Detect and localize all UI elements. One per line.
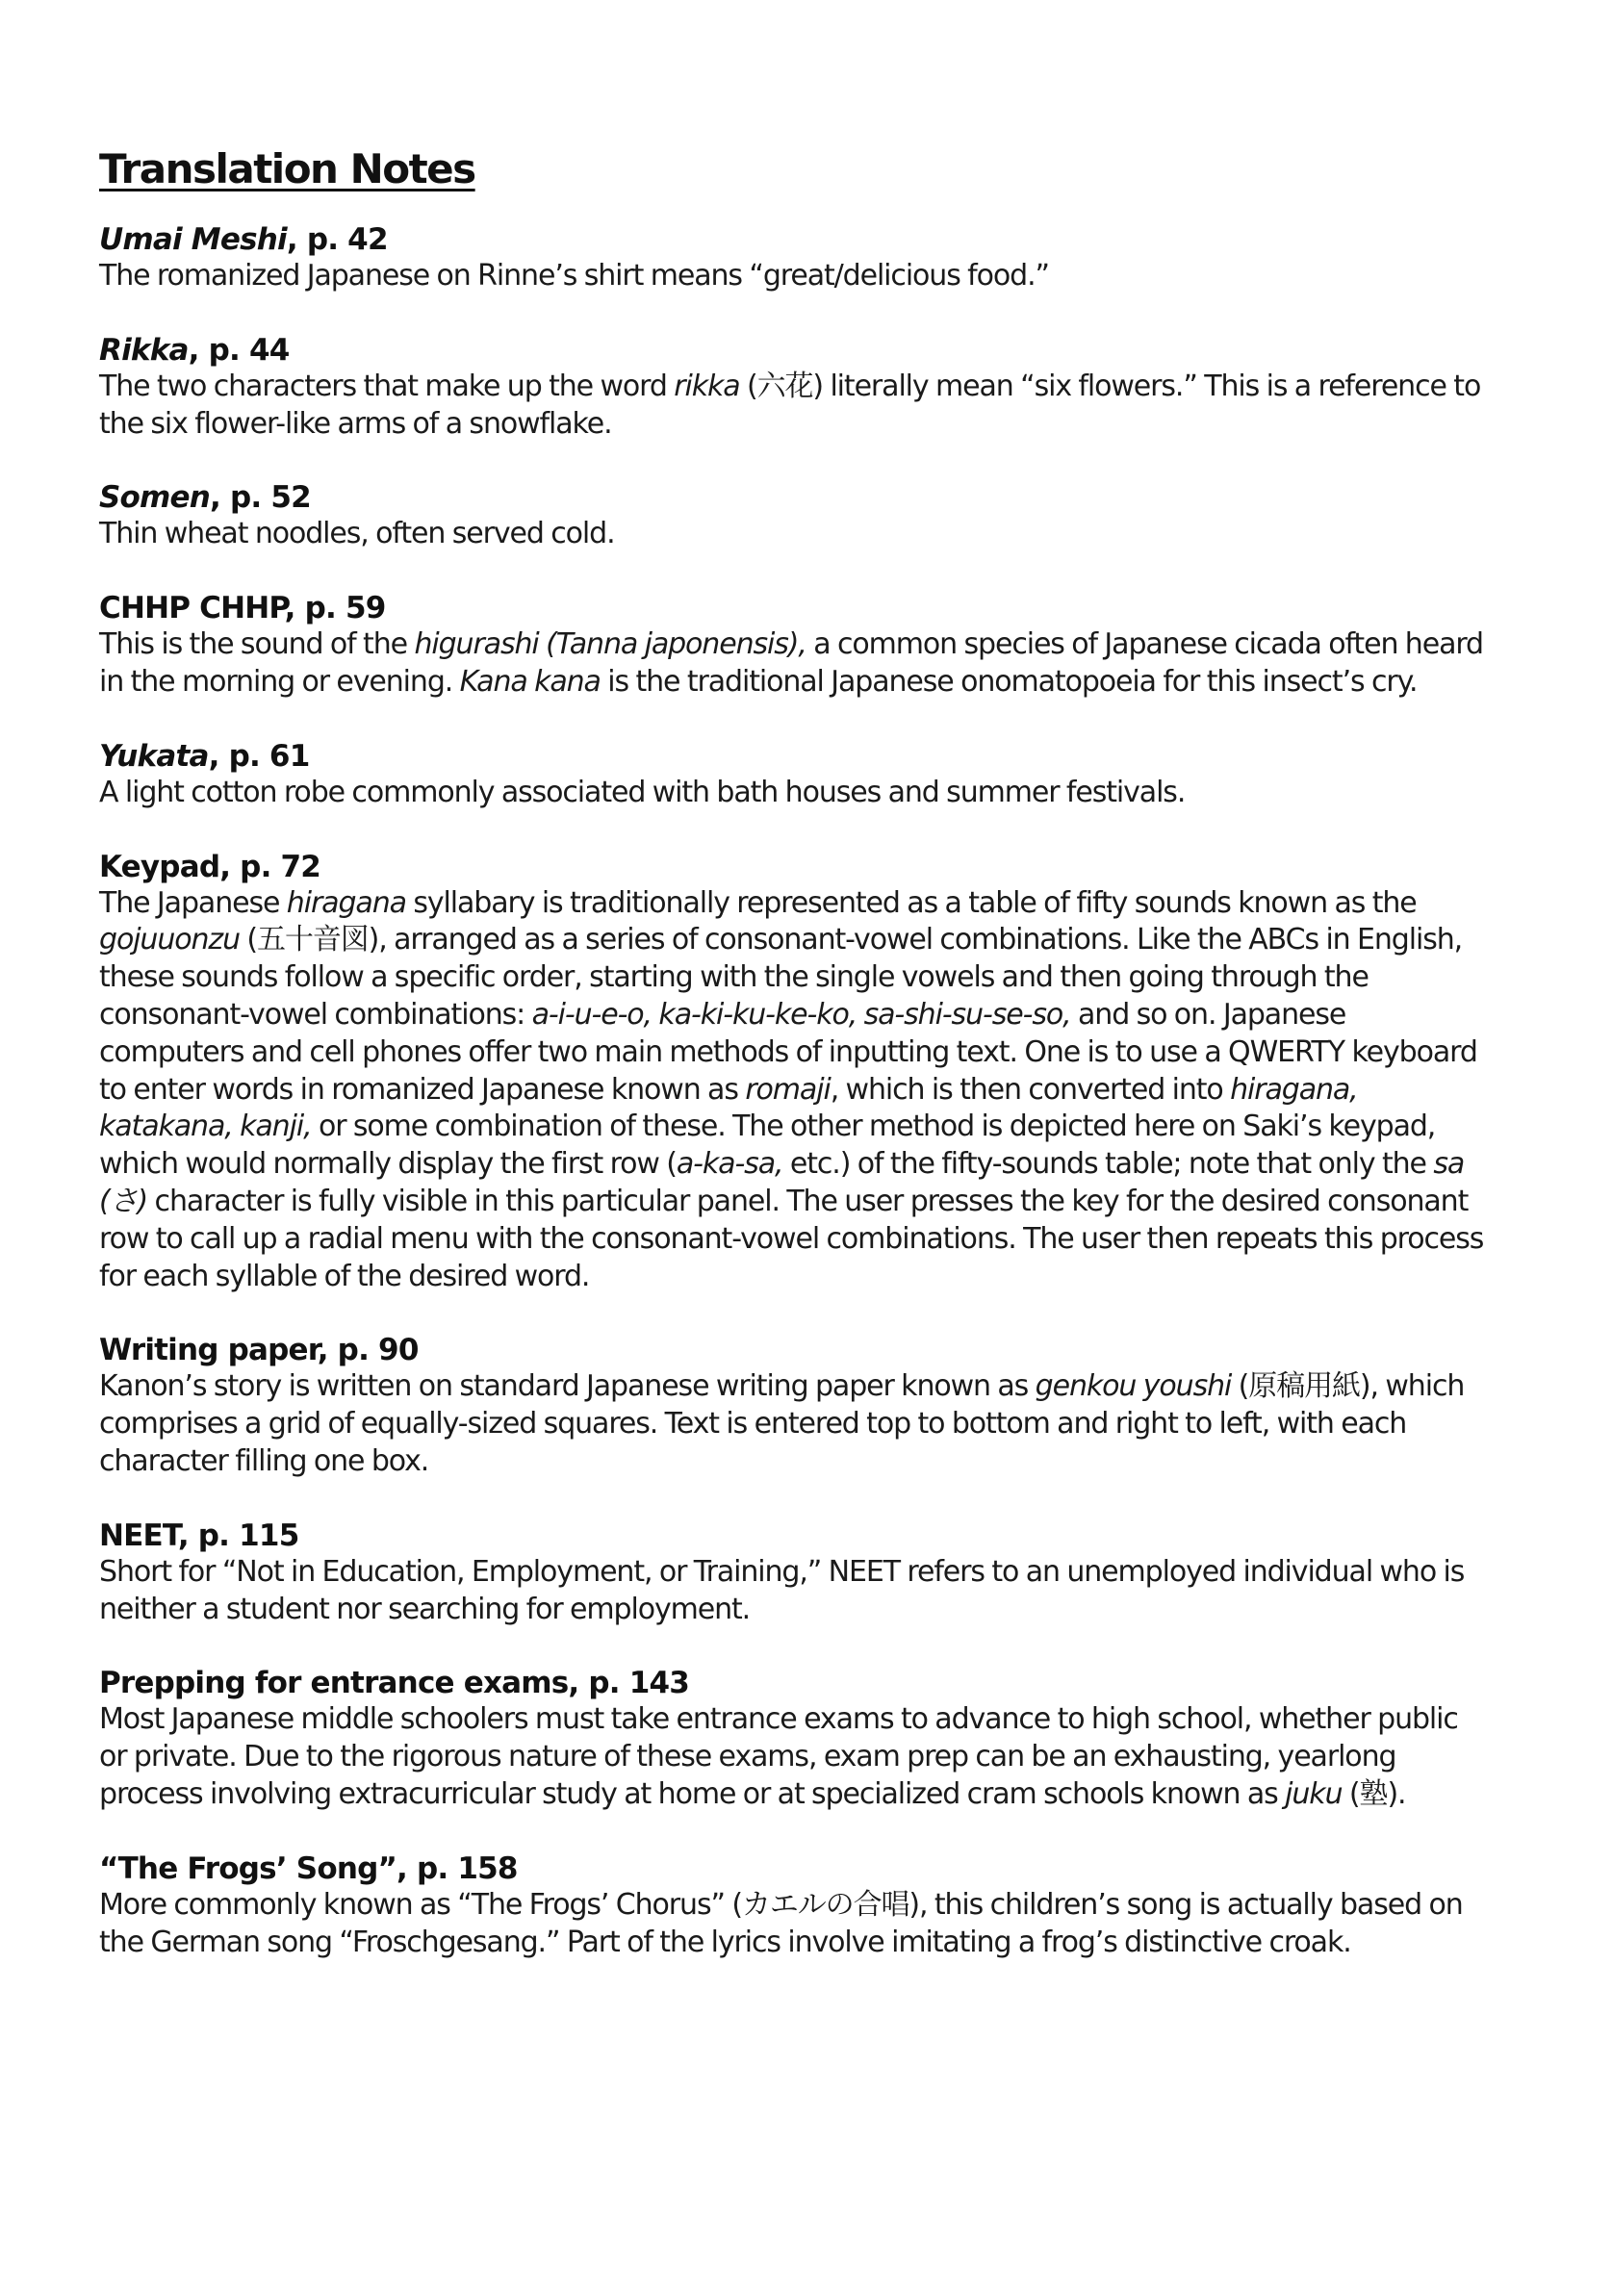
note-body-text: a common species of Japanese cicada often heard in the morning or evening. bbox=[99, 627, 1484, 699]
note-body-text: The two characters that make up the word bbox=[99, 369, 675, 403]
note-body-text: (原稿用紙), which comprises a grid of equally-sized squares. Text is entered top to bottom and right to left, with each character filling one box. bbox=[99, 1369, 1465, 1478]
note-body bbox=[99, 1368, 1485, 1480]
note-body-italic-term: juku bbox=[1285, 1776, 1343, 1811]
note-heading-term: Yukata bbox=[99, 738, 209, 774]
note-body bbox=[99, 369, 1485, 444]
note-heading bbox=[99, 1518, 1485, 1554]
translation-notes-page bbox=[99, 142, 1485, 1998]
note-body-text: (六花) literally mean “six flowers.” This is a reference to the six flower-like arms of a snowflake. bbox=[99, 369, 1481, 441]
translation-note bbox=[99, 738, 1485, 812]
note-heading bbox=[99, 1332, 1485, 1368]
translation-note bbox=[99, 849, 1485, 1296]
note-heading bbox=[99, 1665, 1485, 1701]
note-body-italic-term: gojuuonzu bbox=[99, 923, 240, 957]
note-body-italic-term: hiragana, katakana, kanji, bbox=[99, 1072, 1358, 1144]
note-heading bbox=[99, 479, 1485, 516]
note-body-text: More commonly known as “The Frogs’ Chorus” (カエルの合唱), this children’s song is actually based on the German song “Froschgesang.” Part of the lyrics involve imitating a frog’s distinctive croak. bbox=[99, 1887, 1463, 1959]
note-body-text: character is fully visible in this particular panel. The user presses the key for the desired consonant row to call up a radial menu with the consonant-vowel combinations. The user then repeats this process for each syllable of the desired word. bbox=[99, 1184, 1484, 1293]
note-body bbox=[99, 1554, 1485, 1629]
note-body-italic-term: romaji bbox=[745, 1072, 831, 1107]
note-body bbox=[99, 258, 1485, 295]
translation-note bbox=[99, 590, 1485, 702]
note-body bbox=[99, 516, 1485, 553]
note-heading-page: , p. 52 bbox=[210, 480, 311, 516]
note-body-text: and so on. Japanese computers and cell phones offer two main methods of inputting text. One is to use a QWERTY keyboard to enter words in romanized Japanese known as bbox=[99, 997, 1477, 1107]
note-body-text: Thin wheat noodles, often served cold. bbox=[99, 517, 615, 551]
note-heading-term: Somen bbox=[99, 480, 211, 516]
note-heading-page: Writing paper, p. 90 bbox=[99, 1333, 419, 1368]
note-body-text: A light cotton robe commonly associated with bath houses and summer festivals. bbox=[99, 775, 1186, 809]
note-heading-term: Umai Meshi bbox=[99, 222, 287, 257]
note-body bbox=[99, 1701, 1485, 1813]
note-body-italic-term: sa (さ) bbox=[99, 1147, 1465, 1218]
note-body-text: This is the sound of the bbox=[99, 627, 415, 662]
note-heading bbox=[99, 849, 1485, 885]
note-body-text: Most Japanese middle schoolers must take entrance exams to advance to high school, whether public or private. Due to the rigorous nature of these exams, exam prep can be an exhausting, yearlong process involving extracurricular study at home or at specialized cram schools known as bbox=[99, 1702, 1458, 1811]
note-body bbox=[99, 1887, 1485, 1962]
note-body bbox=[99, 885, 1485, 1296]
note-body-text: , which is then converted into bbox=[830, 1072, 1231, 1107]
note-body-text: (塾). bbox=[1342, 1776, 1406, 1811]
note-heading bbox=[99, 332, 1485, 369]
notes-list bbox=[99, 221, 1485, 1961]
note-body-text: Short for “Not in Education, Employment, or Training,” NEET refers to an unemployed individual who is neither a student nor searching for employment. bbox=[99, 1554, 1465, 1626]
note-heading-page: CHHP CHHP, p. 59 bbox=[99, 591, 386, 626]
note-heading-page: Keypad, p. 72 bbox=[99, 849, 321, 884]
translation-note bbox=[99, 332, 1485, 444]
page-title: Translation Notes bbox=[99, 145, 475, 192]
note-heading-page: Prepping for entrance exams, p. 143 bbox=[99, 1666, 690, 1701]
note-heading-term: Rikka bbox=[99, 332, 189, 368]
note-body-text: (五十音図), arranged as a series of consonant-vowel combinations. Like the ABCs in English, these sounds follow a specific order, starting with the single vowels and then going through the consonant-vowel combinations: bbox=[99, 923, 1463, 1032]
note-body-text: Kanon’s story is written on standard Japanese writing paper known as bbox=[99, 1369, 1036, 1404]
note-heading bbox=[99, 221, 1485, 258]
note-body-text: is the traditional Japanese onomatopoeia for this insect’s cry. bbox=[600, 664, 1418, 699]
translation-note bbox=[99, 1665, 1485, 1813]
note-body-italic-term: a-ka-sa, bbox=[676, 1147, 783, 1182]
note-heading-page: , p. 42 bbox=[286, 222, 388, 257]
note-body-text: The romanized Japanese on Rinne’s shirt means “great/delicious food.” bbox=[99, 259, 1049, 293]
note-body-italic-term: rikka bbox=[674, 369, 740, 403]
note-body-italic-term: higurashi (Tanna japonensis), bbox=[414, 627, 806, 662]
note-heading bbox=[99, 1850, 1485, 1887]
note-body bbox=[99, 775, 1485, 812]
note-body bbox=[99, 626, 1485, 702]
translation-note bbox=[99, 1332, 1485, 1480]
note-body-text: syllabary is traditionally represented as a table of fifty sounds known as the bbox=[405, 885, 1417, 920]
note-body-italic-term: a-i-u-e-o, ka-ki-ku-ke-ko, sa-shi-su-se-so, bbox=[531, 997, 1071, 1032]
translation-note bbox=[99, 1850, 1485, 1962]
note-body-text: or some combination of these. The other method is depicted here on Saki’s keypad, which would normally display the first row ( bbox=[99, 1110, 1436, 1182]
note-body-text: The Japanese bbox=[99, 885, 287, 920]
note-body-italic-term: hiragana bbox=[286, 885, 406, 920]
note-heading-page: , p. 44 bbox=[188, 332, 290, 368]
translation-note bbox=[99, 479, 1485, 553]
note-body-italic-term: Kana kana bbox=[459, 664, 601, 699]
note-heading bbox=[99, 738, 1485, 775]
translation-note bbox=[99, 221, 1485, 295]
note-heading-page: NEET, p. 115 bbox=[99, 1518, 299, 1553]
note-heading bbox=[99, 590, 1485, 626]
note-heading-page: , p. 61 bbox=[208, 738, 310, 774]
note-body-italic-term: genkou youshi bbox=[1035, 1369, 1232, 1404]
note-body-text: etc.) of the fifty-sounds table; note that only the bbox=[782, 1147, 1434, 1182]
note-heading-page: “The Frogs’ Song”, p. 158 bbox=[99, 1850, 518, 1886]
translation-note bbox=[99, 1518, 1485, 1629]
